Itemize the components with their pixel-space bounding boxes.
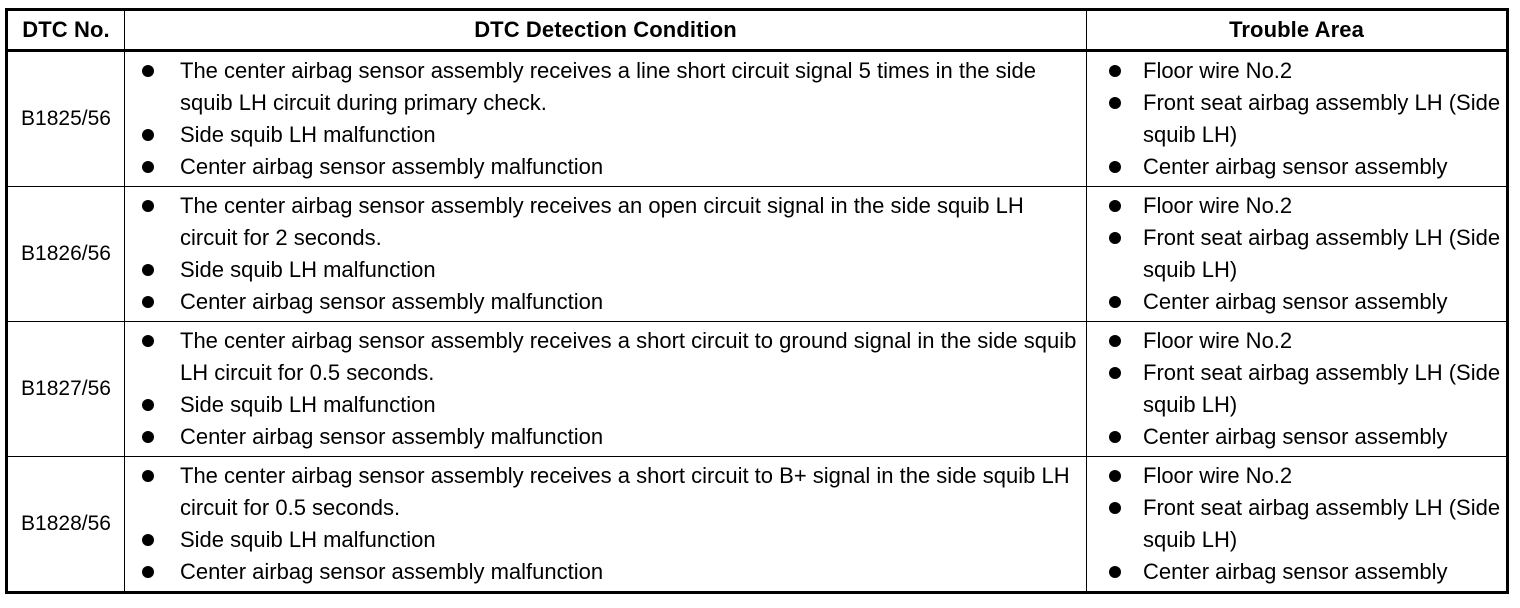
dtc-code: B1825/56 — [7, 51, 125, 187]
trouble-area-text: Front seat airbag assembly LH (Side squib LH) — [1143, 90, 1501, 147]
list-item — [139, 151, 1080, 183]
list-item — [1107, 190, 1502, 222]
bullet-icon — [1109, 367, 1121, 379]
dtc-table-container — [5, 8, 1509, 594]
trouble-area-text: Center airbag sensor assembly — [1143, 289, 1448, 314]
trouble-area-cell — [1087, 51, 1508, 187]
trouble-area-text: Front seat airbag assembly LH (Side squib LH) — [1143, 360, 1501, 417]
dtc-code: B1827/56 — [7, 322, 125, 457]
list-item — [139, 325, 1080, 389]
trouble-area-text: Front seat airbag assembly LH (Side squib LH) — [1143, 225, 1501, 282]
condition-text: The center airbag sensor assembly receives an open circuit signal in the side squib LH circuit for 2 seconds. — [180, 193, 1024, 250]
detection-condition-cell — [125, 457, 1087, 593]
bullet-icon — [142, 431, 154, 443]
list-item — [1107, 222, 1502, 286]
table-row — [7, 457, 1508, 593]
bullet-icon — [1109, 566, 1121, 578]
bullet-icon — [142, 470, 154, 482]
list-item — [1107, 286, 1502, 318]
list-item — [139, 55, 1080, 119]
header-dtc-no: DTC No. — [7, 10, 125, 51]
list-item — [139, 389, 1080, 421]
list-item — [1107, 357, 1502, 421]
trouble-area-text: Floor wire No.2 — [1143, 58, 1293, 83]
bullet-icon — [142, 65, 154, 77]
list-item — [1107, 151, 1502, 183]
detection-condition-cell — [125, 51, 1087, 187]
list-item — [139, 119, 1080, 151]
condition-list — [125, 190, 1086, 318]
condition-text: Center airbag sensor assembly malfunction — [180, 289, 604, 314]
trouble-area-list — [1087, 325, 1506, 453]
condition-text: Center airbag sensor assembly malfunction — [180, 154, 604, 179]
bullet-icon — [1109, 232, 1121, 244]
bullet-icon — [1109, 161, 1121, 173]
bullet-icon — [142, 161, 154, 173]
bullet-icon — [1109, 97, 1121, 109]
list-item — [1107, 460, 1502, 492]
list-item — [139, 286, 1080, 318]
bullet-icon — [142, 399, 154, 411]
bullet-icon — [1109, 502, 1121, 514]
list-item — [139, 421, 1080, 453]
list-item — [1107, 556, 1502, 588]
dtc-table — [5, 8, 1509, 594]
condition-text: Side squib LH malfunction — [180, 392, 436, 417]
list-item — [1107, 87, 1502, 151]
list-item — [139, 190, 1080, 254]
condition-list — [125, 55, 1086, 183]
bullet-icon — [1109, 335, 1121, 347]
trouble-area-text: Floor wire No.2 — [1143, 463, 1293, 488]
trouble-area-text: Center airbag sensor assembly — [1143, 154, 1448, 179]
list-item — [139, 556, 1080, 588]
bullet-icon — [1109, 296, 1121, 308]
trouble-area-text: Center airbag sensor assembly — [1143, 424, 1448, 449]
bullet-icon — [1109, 200, 1121, 212]
trouble-area-list — [1087, 190, 1506, 318]
list-item — [1107, 492, 1502, 556]
condition-list — [125, 460, 1086, 588]
table-header-row — [7, 10, 1508, 51]
table-body — [7, 51, 1508, 593]
trouble-area-cell — [1087, 187, 1508, 322]
condition-text: Side squib LH malfunction — [180, 257, 436, 282]
dtc-code: B1826/56 — [7, 187, 125, 322]
condition-text: The center airbag sensor assembly receives a short circuit to ground signal in the side squib LH circuit for 0.5 seconds. — [180, 328, 1077, 385]
list-item — [139, 460, 1080, 524]
trouble-area-list — [1087, 460, 1506, 588]
dtc-code: B1828/56 — [7, 457, 125, 593]
bullet-icon — [142, 534, 154, 546]
trouble-area-text: Center airbag sensor assembly — [1143, 559, 1448, 584]
bullet-icon — [1109, 431, 1121, 443]
bullet-icon — [142, 129, 154, 141]
trouble-area-text: Front seat airbag assembly LH (Side squib LH) — [1143, 495, 1501, 552]
condition-text: The center airbag sensor assembly receives a short circuit to B+ signal in the side squib LH circuit for 0.5 seconds. — [180, 463, 1070, 520]
condition-text: Center airbag sensor assembly malfunction — [180, 559, 604, 584]
header-detection-condition: DTC Detection Condition — [125, 10, 1087, 51]
condition-text: The center airbag sensor assembly receives a line short circuit signal 5 times in the side squib LH circuit during primary check. — [180, 58, 1036, 115]
condition-text: Side squib LH malfunction — [180, 122, 436, 147]
condition-list — [125, 325, 1086, 453]
trouble-area-text: Floor wire No.2 — [1143, 328, 1293, 353]
trouble-area-cell — [1087, 322, 1508, 457]
bullet-icon — [142, 296, 154, 308]
table-row — [7, 322, 1508, 457]
bullet-icon — [142, 566, 154, 578]
detection-condition-cell — [125, 187, 1087, 322]
table-row — [7, 187, 1508, 322]
bullet-icon — [142, 264, 154, 276]
list-item — [1107, 325, 1502, 357]
table-row — [7, 51, 1508, 187]
bullet-icon — [142, 335, 154, 347]
trouble-area-list — [1087, 55, 1506, 183]
list-item — [139, 254, 1080, 286]
list-item — [1107, 421, 1502, 453]
bullet-icon — [1109, 65, 1121, 77]
trouble-area-cell — [1087, 457, 1508, 593]
header-trouble-area: Trouble Area — [1087, 10, 1508, 51]
list-item — [1107, 55, 1502, 87]
list-item — [139, 524, 1080, 556]
condition-text: Center airbag sensor assembly malfunction — [180, 424, 604, 449]
detection-condition-cell — [125, 322, 1087, 457]
trouble-area-text: Floor wire No.2 — [1143, 193, 1293, 218]
bullet-icon — [142, 200, 154, 212]
bullet-icon — [1109, 470, 1121, 482]
condition-text: Side squib LH malfunction — [180, 527, 436, 552]
